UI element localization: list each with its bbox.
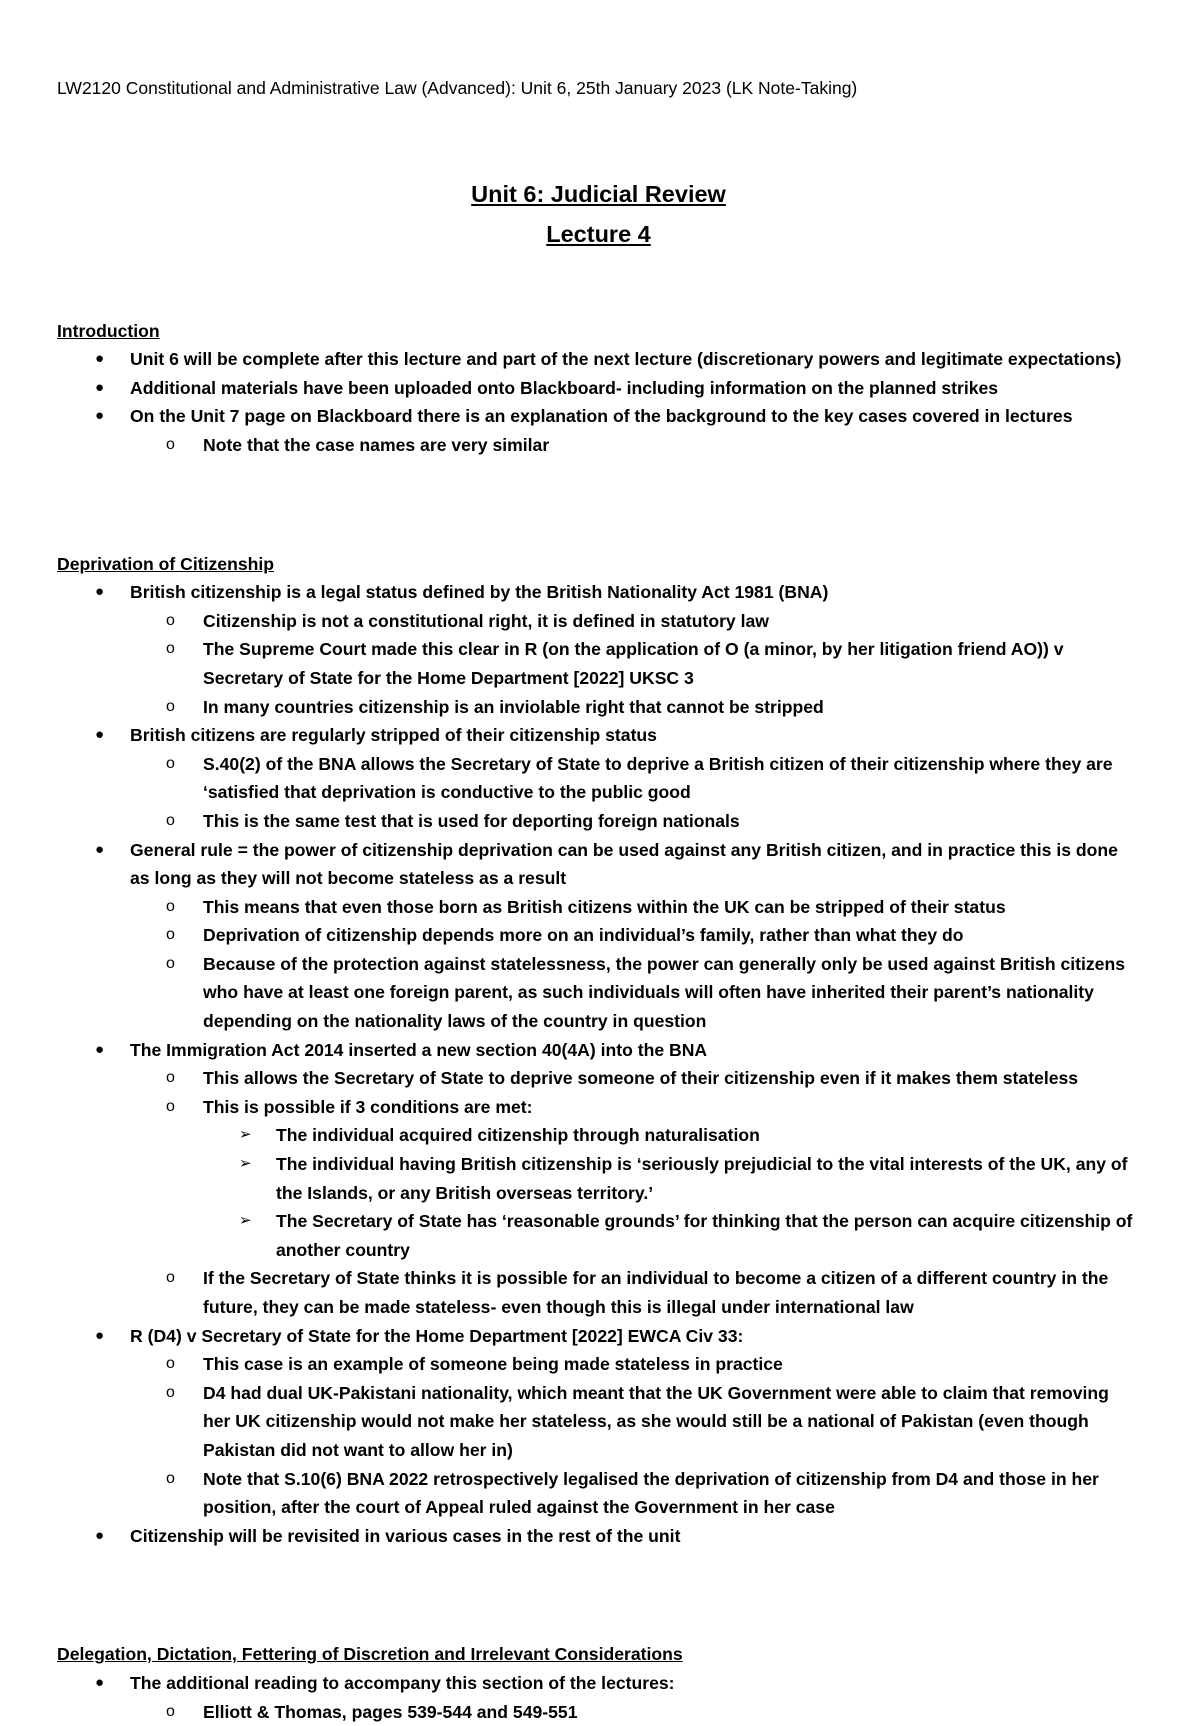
bullet-dot-icon: ● — [95, 840, 105, 858]
bullet-dot-icon: ● — [95, 583, 105, 601]
bullet-circle-icon: o — [166, 1069, 175, 1087]
bullet-circle-icon: o — [166, 897, 175, 915]
list-item: o Elliott & Thomas, pages 539-544 and 549-551 — [203, 1698, 1140, 1726]
list-item: o This is the same test that is used for deporting foreign nationals — [203, 807, 1140, 836]
course-header: LW2120 Constitutional and Administrative Law (Advanced): Unit 6, 25th January 2023 (LK Note-Taking) — [57, 78, 858, 98]
bullet-dot-icon: ● — [95, 407, 105, 425]
delegation-list — [57, 1669, 1140, 1726]
list-item: ● R (D4) v Secretary of State for the Home Department [2022] EWCA Civ 33: o This case is an example of someone being made stateless in practice o D4 had dual UK-Pakistani nationality, which meant that the UK Government were able to claim that removing her UK citizenship would not make her stateless, as she would still be a national of Pakistan (even though Pakistan did not want to allow her in) o Note that S.10(6) BNA 2022 retrospectively legalised the deprivation of citizenship from D4 and those in her position, after the court of Appeal ruled against the Government in her case — [57, 1322, 1140, 1522]
bullet-circle-icon: o — [166, 1383, 175, 1401]
bullet-circle-icon: o — [166, 754, 175, 772]
introduction-list — [57, 345, 1140, 459]
bullet-circle-icon: o — [166, 640, 175, 658]
bullet-dot-icon: ● — [95, 1326, 105, 1344]
list-item: o Citizenship is not a constitutional right, it is defined in statutory law — [203, 607, 1140, 636]
bullet-circle-icon: o — [166, 435, 175, 453]
section-heading-delegation: Delegation, Dictation, Fettering of Discretion and Irrelevant Considerations — [57, 1644, 683, 1665]
bullet-dot-icon: ● — [95, 726, 105, 744]
bullet-dot-icon: ● — [95, 1526, 105, 1544]
section-heading-introduction: Introduction — [57, 320, 160, 341]
list-item: ● Citizenship will be revisited in various cases in the rest of the unit — [57, 1522, 1140, 1551]
list-item: ● General rule = the power of citizenship deprivation can be used against any British citizen, and in practice this is done as long as they will not become stateless as a result o This means that even those born as British citizens within the UK can be stripped of their status o Deprivation of citizenship depends more on an individual’s family, rather than what they do o Because of the protection against statelessness, the power can generally only be used against British citizens who have at least one foreign parent, as such individuals will often have inherited their parent’s nationality depending on the nationality laws of the country in question — [57, 836, 1140, 1036]
bullet-circle-icon: o — [166, 926, 175, 944]
list-item: o This is possible if 3 conditions are met: ➢ The individual acquired citizenship through naturalisation ➢ The individual having British citizenship is ‘seriously prejudicial to the vital interests of the UK, any of the Islands, or any British overseas territory.’ ➢ The Secretary of State has ‘reasonable grounds’ for thinking that the person can acquire citizenship of another country — [203, 1093, 1140, 1265]
bullet-circle-icon: o — [166, 1702, 175, 1720]
list-item: o Note that S.10(6) BNA 2022 retrospectively legalised the deprivation of citizenship from D4 and those in her position, after the court of Appeal ruled against the Government in her case — [203, 1465, 1140, 1522]
arrowhead-bullet-icon: ➢ — [239, 1126, 252, 1144]
list-item: ➢ The individual acquired citizenship through naturalisation — [276, 1121, 1140, 1150]
list-item: o Because of the protection against statelessness, the power can generally only be used against British citizens who have at least one foreign parent, as such individuals will often have inherited their parent’s nationality depending on the nationality laws of the country in question — [203, 950, 1140, 1036]
list-item: ● British citizenship is a legal status defined by the British Nationality Act 1981 (BNA) o Citizenship is not a constitutional right, it is defined in statutory law o The Supreme Court made this clear in R (on the application of O (a minor, by her litigation friend AO)) v Secretary of State for the Home Department [2022] UKSC 3 o In many countries citizenship is an inviolable right that cannot be stripped — [57, 578, 1140, 721]
list-item: ● The additional reading to accompany this section of the lectures: o Elliott & Thomas, pages 539-544 and 549-551 — [57, 1669, 1140, 1726]
page-subtitle: Lecture 4 — [546, 220, 651, 247]
deprivation-list — [57, 578, 1140, 1550]
list-item: o Note that the case names are very similar — [203, 431, 1140, 460]
bullet-circle-icon: o — [166, 611, 175, 629]
list-item: o In many countries citizenship is an inviolable right that cannot be stripped — [203, 693, 1140, 722]
list-item: o Deprivation of citizenship depends more on an individual’s family, rather than what they do — [203, 921, 1140, 950]
list-item: o This means that even those born as British citizens within the UK can be stripped of their status — [203, 893, 1140, 922]
list-item: o This allows the Secretary of State to deprive someone of their citizenship even if it makes them stateless — [203, 1064, 1140, 1093]
bullet-dot-icon: ● — [95, 378, 105, 396]
bullet-circle-icon: o — [166, 697, 175, 715]
page-title: Unit 6: Judicial Review — [471, 180, 726, 207]
list-item: o The Supreme Court made this clear in R (on the application of O (a minor, by her litigation friend AO)) v Secretary of State for the Home Department [2022] UKSC 3 — [203, 635, 1140, 692]
bullet-circle-icon: o — [166, 1355, 175, 1373]
list-item: o S.40(2) of the BNA allows the Secretary of State to deprive a British citizen of their citizenship where they are ‘satisfied that deprivation is conductive to the public good — [203, 750, 1140, 807]
section-heading-deprivation: Deprivation of Citizenship — [57, 553, 275, 574]
list-item: ● On the Unit 7 page on Blackboard there is an explanation of the background to the key cases covered in lectures o Note that the case names are very similar — [57, 402, 1140, 459]
list-item: ● Additional materials have been uploaded onto Blackboard- including information on the planned strikes — [57, 374, 1140, 403]
list-item: o This case is an example of someone being made stateless in practice — [203, 1350, 1140, 1379]
list-item: ➢ The individual having British citizenship is ‘seriously prejudicial to the vital interests of the UK, any of the Islands, or any British overseas territory.’ — [276, 1150, 1140, 1207]
bullet-dot-icon: ● — [95, 1673, 105, 1691]
list-item: ● British citizens are regularly stripped of their citizenship status o S.40(2) of the BNA allows the Secretary of State to deprive a British citizen of their citizenship where they are ‘satisfied that deprivation is conductive to the public good o This is the same test that is used for deporting foreign nationals — [57, 721, 1140, 835]
bullet-circle-icon: o — [166, 1097, 175, 1115]
list-item: ➢ The Secretary of State has ‘reasonable grounds’ for thinking that the person can acquire citizenship of another country — [276, 1207, 1140, 1264]
bullet-dot-icon: ● — [95, 350, 105, 368]
bullet-circle-icon: o — [166, 811, 175, 829]
list-item: ● The Immigration Act 2014 inserted a new section 40(4A) into the BNA o This allows the Secretary of State to deprive someone of their citizenship even if it makes them stateless o This is possible if 3 conditions are met: ➢ The individual acquired citizenship through naturalisation ➢ The individual having British citizenship is ‘seriously prejudicial to the vital interests of the UK, any of the Islands, or any British overseas territory.’ ➢ The Secretary of State has ‘reasonable grounds’ for thinking that the person can acquire citizenship of another country o If the Secretary of State thinks it is possible for an individual to become a citizen of a different country in the future, they can be made stateless- even though this is illegal under international law — [57, 1036, 1140, 1322]
bullet-circle-icon: o — [166, 1269, 175, 1287]
list-item: ● Unit 6 will be complete after this lecture and part of the next lecture (discretionary powers and legitimate expectations) — [57, 345, 1140, 374]
list-item: o D4 had dual UK-Pakistani nationality, which meant that the UK Government were able to claim that removing her UK citizenship would not make her stateless, as she would still be a national of Pakistan (even though Pakistan did not want to allow her in) — [203, 1379, 1140, 1465]
arrowhead-bullet-icon: ➢ — [239, 1212, 252, 1230]
bullet-dot-icon: ● — [95, 1040, 105, 1058]
bullet-circle-icon: o — [166, 954, 175, 972]
bullet-circle-icon: o — [166, 1469, 175, 1487]
arrowhead-bullet-icon: ➢ — [239, 1155, 252, 1173]
list-item: o If the Secretary of State thinks it is possible for an individual to become a citizen of a different country in the future, they can be made stateless- even though this is illegal under international law — [203, 1264, 1140, 1321]
